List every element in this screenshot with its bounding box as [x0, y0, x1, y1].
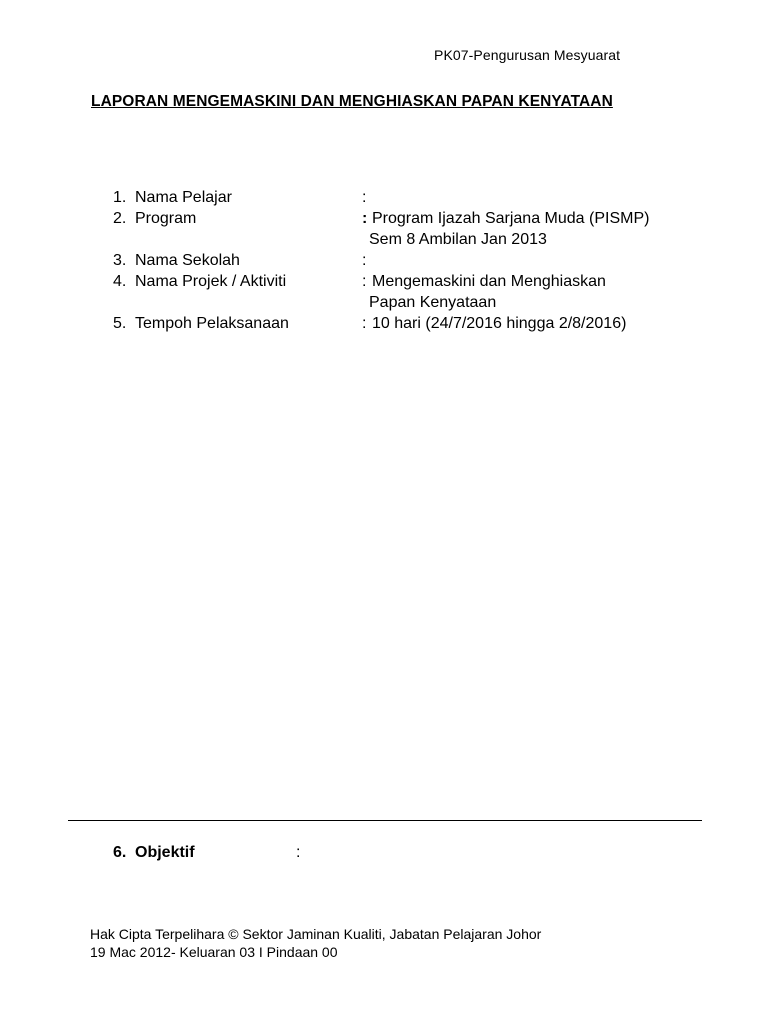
field-row-objektif — [0, 843, 768, 863]
revision-text: 19 Mac 2012- Keluaran 03 I Pindaan 00 — [90, 944, 338, 960]
field-number: 3. — [113, 252, 127, 269]
document-title: LAPORAN MENGEMASKINI DAN MENGHIASKAN PAPAN KENYATAAN — [91, 93, 613, 110]
form-code: PK07-Pengurusan Mesyuarat — [434, 47, 621, 63]
field-label: Tempoh Pelaksanaan — [135, 315, 289, 332]
field-label: Program — [135, 210, 197, 227]
field-label: Nama Pelajar — [135, 189, 232, 206]
field-colon: : — [296, 844, 301, 861]
field-value: Mengemaskini dan Menghiaskan — [372, 273, 606, 290]
field-value: 10 hari (24/7/2016 hingga 2/8/2016) — [372, 315, 627, 332]
field-label: Nama Sekolah — [135, 252, 240, 269]
document-footer — [90, 925, 541, 961]
field-value-continued: Papan Kenyataan — [369, 294, 497, 311]
field-colon: : — [362, 189, 367, 206]
field-colon: : — [362, 273, 367, 290]
field-label: Objektif — [135, 844, 195, 861]
field-number: 4. — [113, 273, 127, 290]
field-value-continued: Sem 8 Ambilan Jan 2013 — [369, 231, 547, 248]
section-divider — [68, 820, 702, 821]
field-label: Nama Projek / Aktiviti — [135, 273, 287, 290]
field-colon: : — [362, 210, 368, 227]
field-number: 6. — [113, 844, 127, 861]
field-number: 1. — [113, 189, 127, 206]
field-number: 2. — [113, 210, 127, 227]
copyright-text: Hak Cipta Terpelihara © Sektor Jaminan Kualiti, Jabatan Pelajaran Johor — [90, 926, 542, 942]
field-colon: : — [362, 315, 367, 332]
field-number: 5. — [113, 315, 127, 332]
field-colon: : — [362, 252, 367, 269]
field-value: Program Ijazah Sarjana Muda (PISMP) — [372, 210, 650, 227]
